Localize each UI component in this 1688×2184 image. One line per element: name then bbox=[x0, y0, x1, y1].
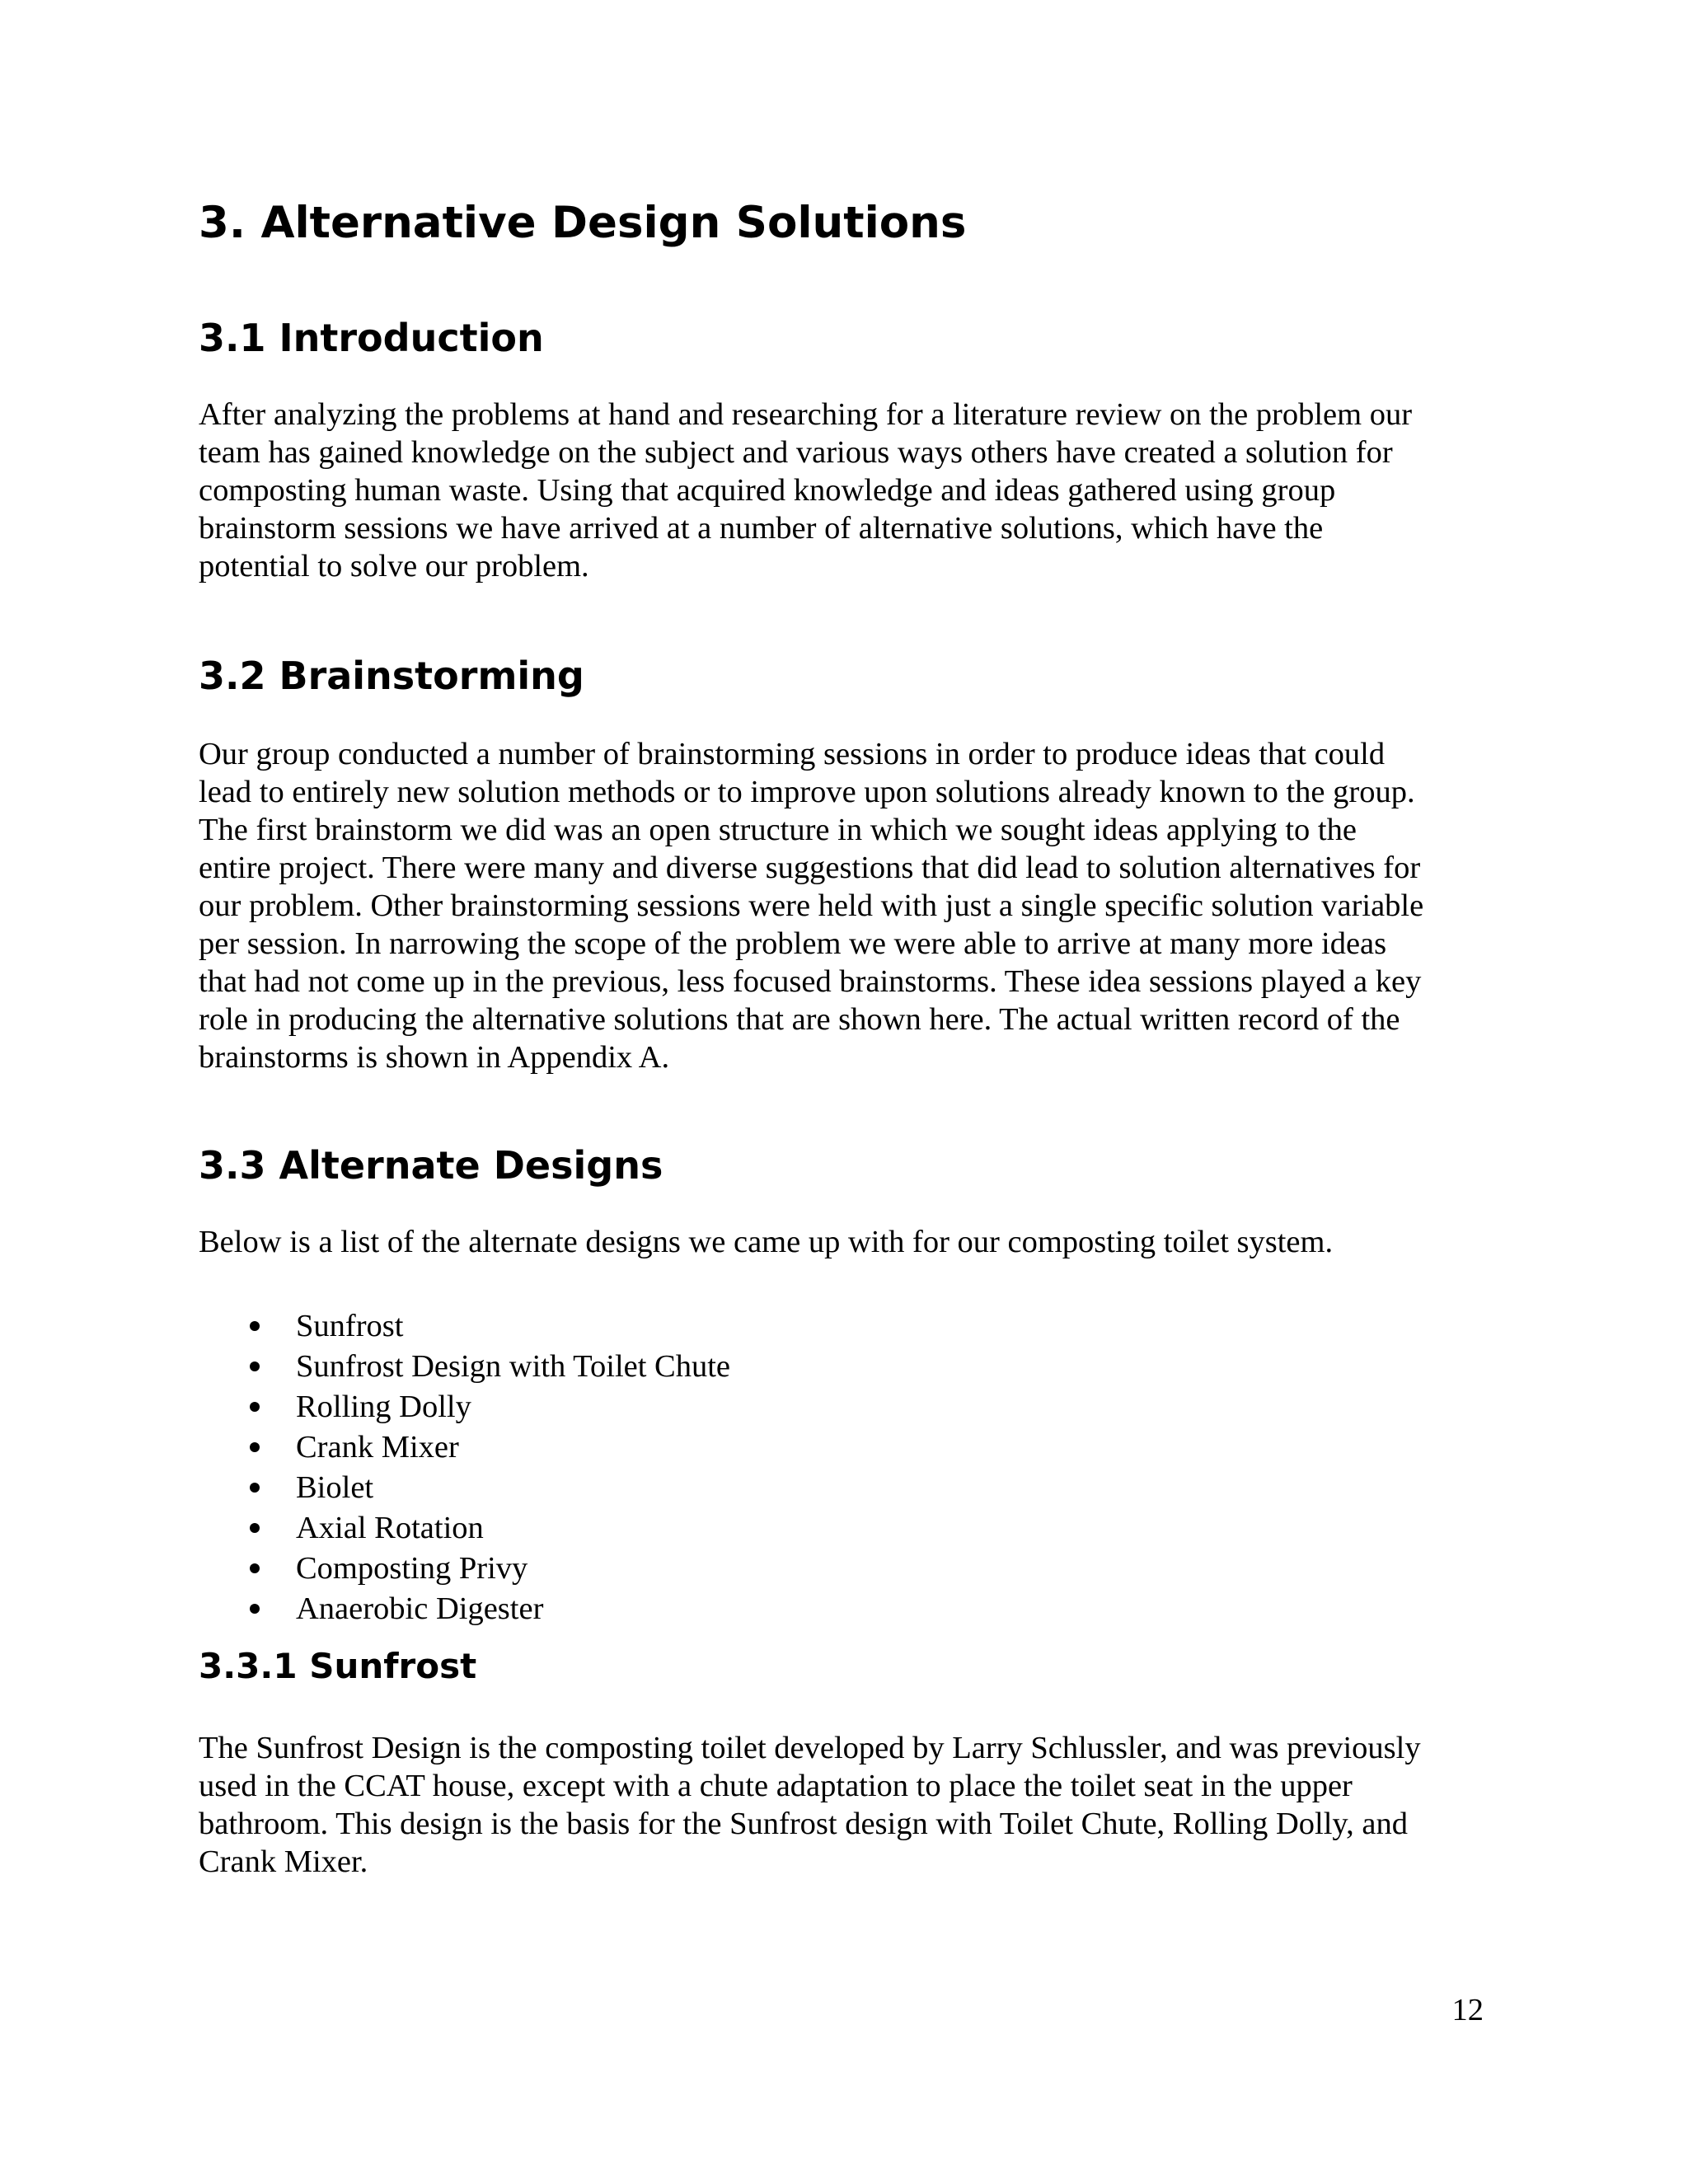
sunfrost-paragraph bbox=[199, 1729, 1484, 1881]
list-item-label: Anaerobic Digester bbox=[296, 1591, 544, 1626]
paragraph-line: Our group conducted a number of brainstorming sessions in order to produce ideas that could bbox=[199, 737, 1386, 771]
list-item bbox=[0, 1306, 989, 1347]
paragraph-line: per session. In narrowing the scope of the problem we were able to arrive at many more ideas bbox=[199, 926, 1387, 961]
paragraph-line: bathroom. This design is the basis for the Sunfrost design with Toilet Chute, Rolling Dolly, and bbox=[199, 1807, 1408, 1841]
bullet-icon bbox=[250, 1321, 260, 1331]
list-item-label: Axial Rotation bbox=[296, 1511, 484, 1545]
section-heading-alternate-designs: 3.3 Alternate Designs bbox=[199, 1143, 663, 1188]
list-item bbox=[0, 1387, 989, 1427]
list-item bbox=[0, 1508, 989, 1549]
subsection-heading-sunfrost: 3.3.1 Sunfrost bbox=[199, 1646, 477, 1686]
paragraph-line: that had not come up in the previous, less focused brainstorms. These idea sessions played a key bbox=[199, 964, 1422, 999]
list-item bbox=[0, 1589, 989, 1629]
paragraph-line: our problem. Other brainstorming sessions were held with just a single specific solution variable bbox=[199, 888, 1424, 923]
paragraph-line: used in the CCAT house, except with a chute adaptation to place the toilet seat in the upper bbox=[199, 1769, 1353, 1803]
paragraph-line: The first brainstorm we did was an open structure in which we sought ideas applying to the bbox=[199, 813, 1357, 847]
paragraph-line: potential to solve our problem. bbox=[199, 549, 589, 583]
bullet-icon bbox=[250, 1563, 260, 1573]
alternate-designs-intro bbox=[199, 1223, 1484, 1261]
paragraph-line: brainstorms is shown in Appendix A. bbox=[199, 1040, 670, 1075]
bullet-icon bbox=[250, 1361, 260, 1371]
list-item bbox=[0, 1549, 989, 1589]
list-item-label: Sunfrost Design with Toilet Chute bbox=[296, 1349, 731, 1384]
paragraph-line: entire project. There were many and diverse suggestions that did lead to solution alternatives for bbox=[199, 851, 1421, 885]
bullet-icon bbox=[250, 1402, 260, 1412]
list-item bbox=[0, 1468, 989, 1508]
alternate-designs-list bbox=[0, 1306, 989, 1629]
bullet-icon bbox=[250, 1523, 260, 1533]
section-heading-brainstorming: 3.2 Brainstorming bbox=[199, 654, 584, 698]
paragraph-line: team has gained knowledge on the subject and various ways others have created a solution for bbox=[199, 435, 1393, 470]
list-item-label: Biolet bbox=[296, 1470, 374, 1505]
list-item-label: Composting Privy bbox=[296, 1551, 528, 1586]
list-item-label: Crank Mixer bbox=[296, 1430, 459, 1465]
paragraph-line: Below is a list of the alternate designs we came up with for our composting toilet system. bbox=[199, 1225, 1334, 1259]
chapter-title: 3. Alternative Design Solutions bbox=[199, 198, 967, 248]
paragraph-line: brainstorm sessions we have arrived at a number of alternative solutions, which have the bbox=[199, 511, 1324, 546]
brainstorming-paragraph bbox=[199, 735, 1484, 1076]
list-item-label: Rolling Dolly bbox=[296, 1390, 471, 1424]
paragraph-line: The Sunfrost Design is the composting toilet developed by Larry Schlussler, and was previously bbox=[199, 1731, 1421, 1765]
list-item-label: Sunfrost bbox=[296, 1309, 404, 1343]
paragraph-line: After analyzing the problems at hand and researching for a literature review on the problem our bbox=[199, 397, 1413, 432]
introduction-paragraph bbox=[199, 396, 1484, 585]
page-number: 12 bbox=[1451, 1993, 1484, 2027]
list-item bbox=[0, 1427, 989, 1468]
bullet-icon bbox=[250, 1604, 260, 1614]
bullet-icon bbox=[250, 1483, 260, 1493]
paragraph-line: composting human waste. Using that acquired knowledge and ideas gathered using group bbox=[199, 473, 1336, 508]
paragraph-line: role in producing the alternative solutions that are shown here. The actual written record of the bbox=[199, 1002, 1400, 1037]
list-item bbox=[0, 1347, 989, 1387]
section-heading-introduction: 3.1 Introduction bbox=[199, 316, 544, 360]
paragraph-line: lead to entirely new solution methods or to improve upon solutions already known to the group. bbox=[199, 775, 1415, 809]
bullet-icon bbox=[250, 1442, 260, 1452]
paragraph-line: Crank Mixer. bbox=[199, 1844, 368, 1879]
